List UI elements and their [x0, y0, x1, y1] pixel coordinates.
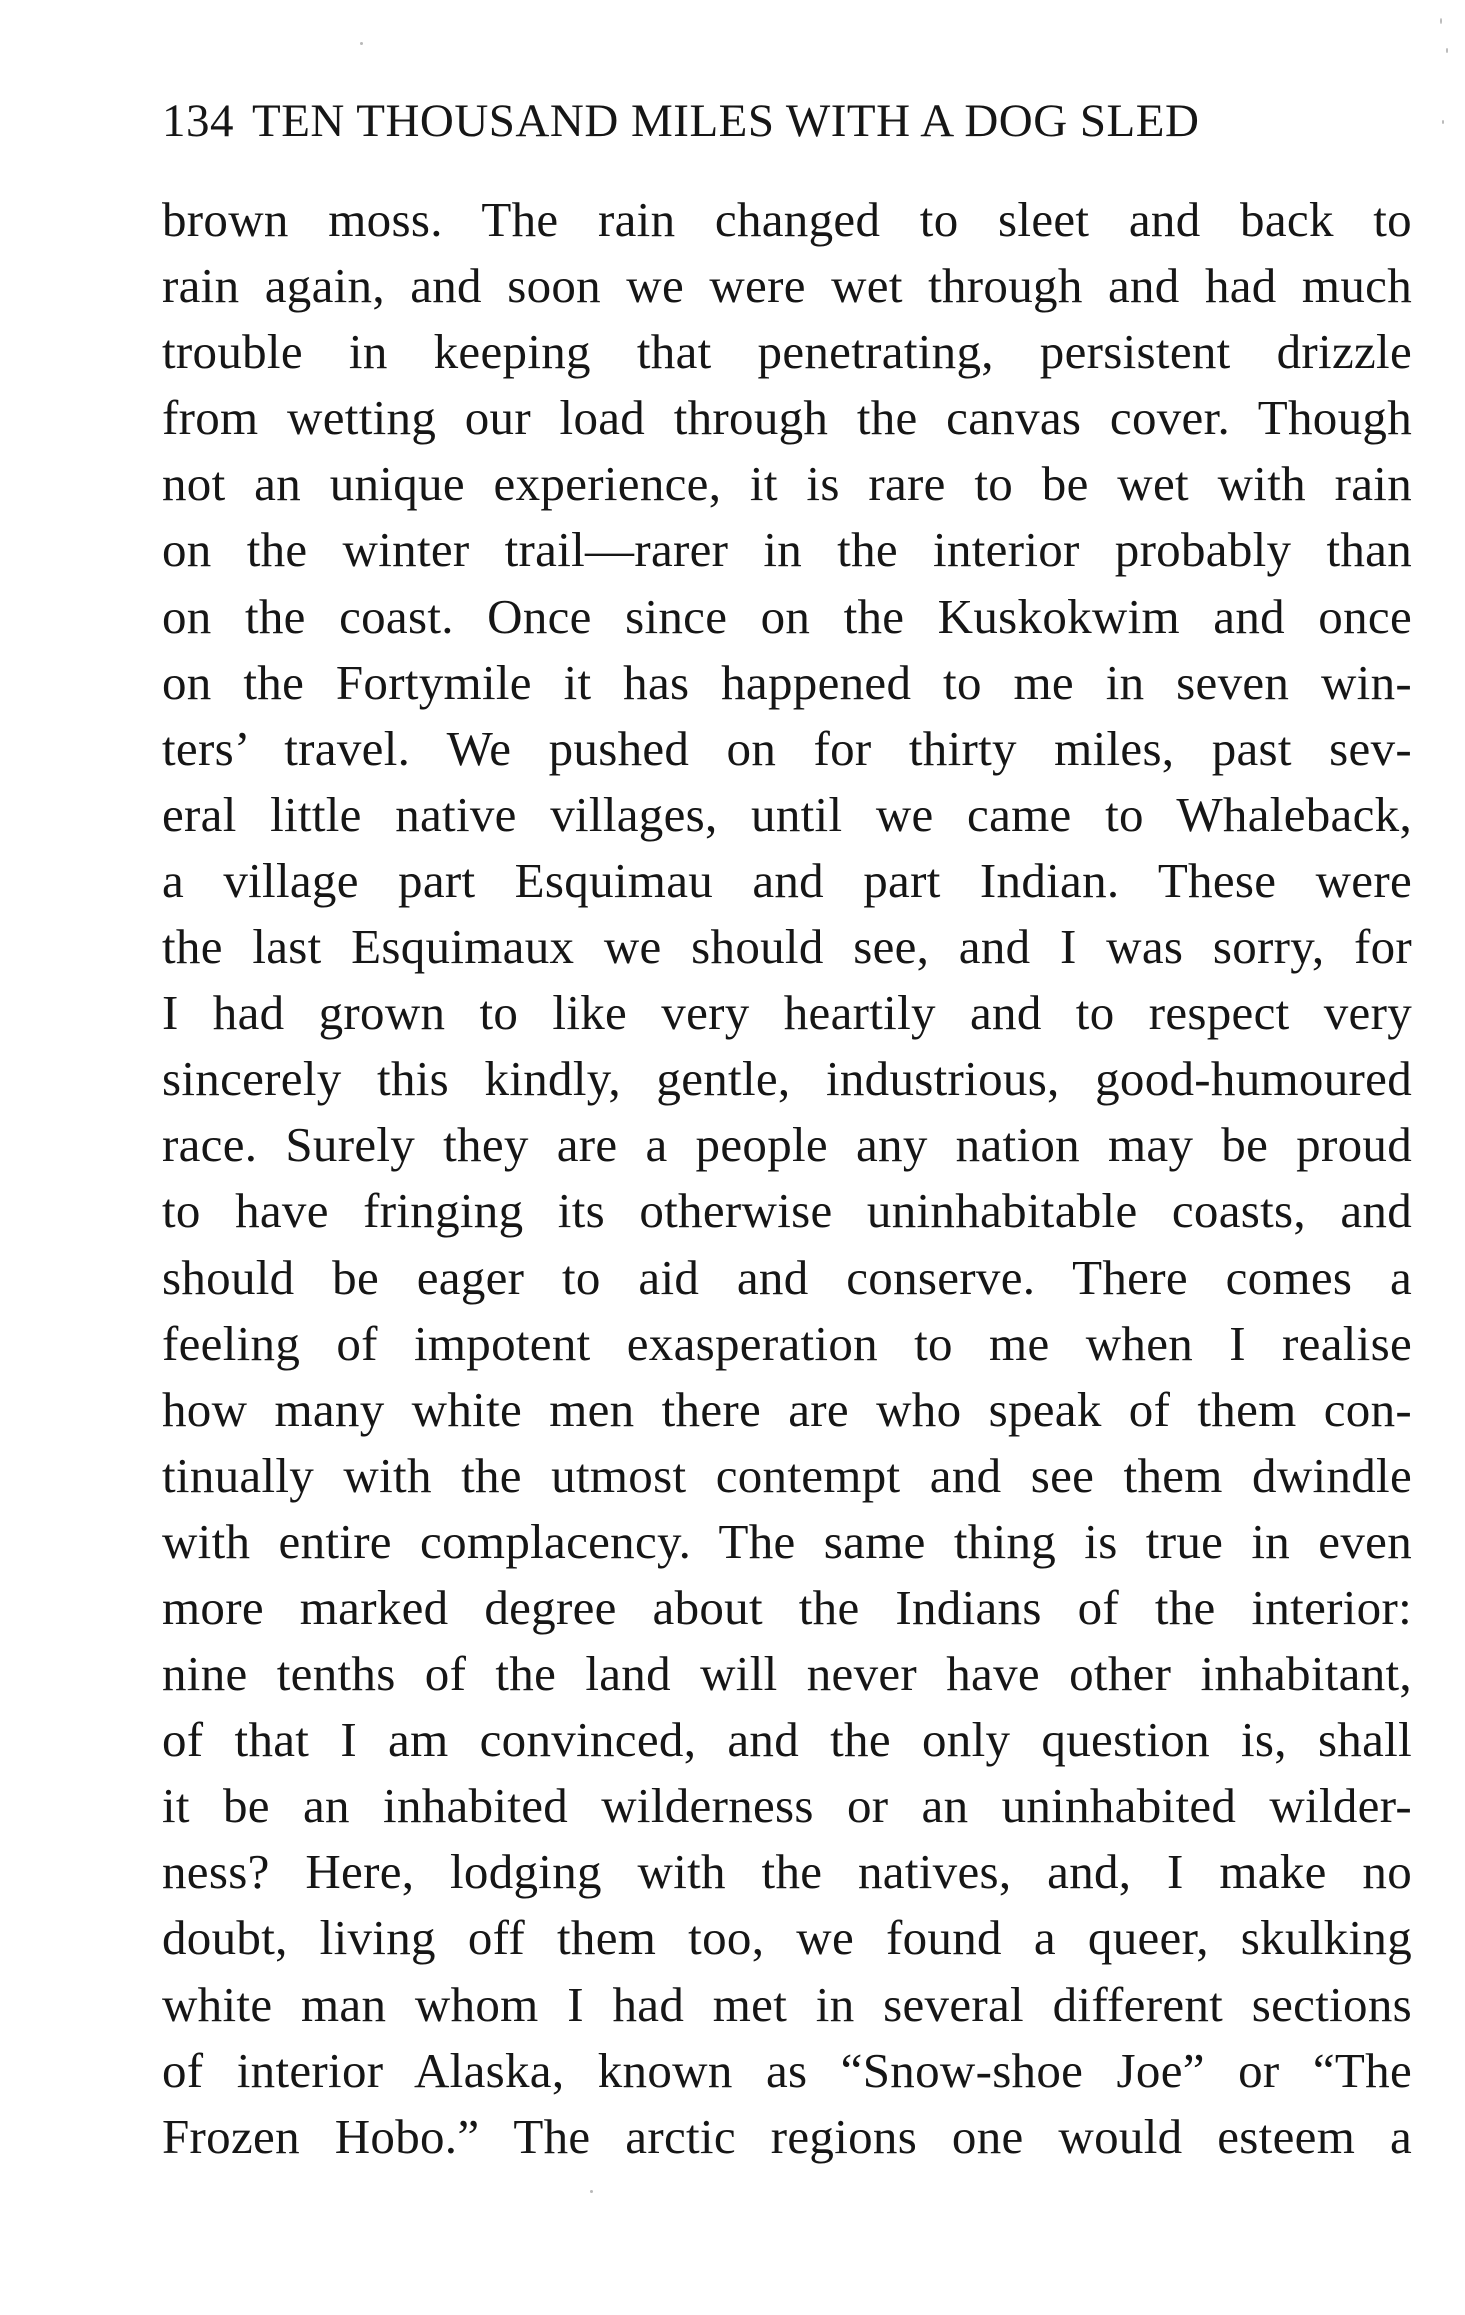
text-line-3: trouble in keeping that penetrating, persistent drizzle — [162, 324, 1412, 380]
paper-speck — [360, 42, 363, 45]
text-line-16: to have fringing its otherwise uninhabitable coasts, and — [162, 1183, 1412, 1239]
text-line-17: should be eager to aid and conserve. There comes a — [162, 1249, 1412, 1305]
paper-speck — [590, 2190, 593, 2193]
text-line-5: not an unique experience, it is rare to be wet with rain — [162, 456, 1412, 512]
text-line-22: more marked degree about the Indians of the interior: — [162, 1579, 1412, 1635]
body-text — [162, 187, 1412, 2170]
text-line-24: of that I am convinced, and the only question is, shall — [162, 1712, 1412, 1768]
page-number: 134 — [162, 95, 234, 147]
text-line-14: sincerely this kindly, gentle, industrious, good-humoured — [162, 1051, 1412, 1107]
text-line-2: rain again, and soon we were wet through and had much — [162, 258, 1412, 314]
running-head — [162, 92, 1412, 150]
text-line-9: ters’ travel. We pushed on for thirty miles, past sev- — [162, 720, 1412, 776]
text-line-15: race. Surely they are a people any nation may be proud — [162, 1117, 1412, 1173]
text-line-7: on the coast. Once since on the Kuskokwim and once — [162, 588, 1412, 644]
paper-speck — [1446, 48, 1448, 53]
text-line-13: I had grown to like very heartily and to respect very — [162, 985, 1412, 1041]
text-line-8: on the Fortymile it has happened to me in seven win- — [162, 654, 1412, 710]
text-line-6: on the winter trail—rarer in the interior probably than — [162, 522, 1412, 578]
text-line-27: doubt, living off them too, we found a queer, skulking — [162, 1910, 1412, 1966]
paper-speck — [1442, 120, 1444, 124]
text-line-11: a village part Esquimau and part Indian. These were — [162, 852, 1412, 908]
text-line-18: feeling of impotent exasperation to me when I realise — [162, 1315, 1412, 1371]
text-line-30: Frozen Hobo.” The arctic regions one would esteem a — [162, 2108, 1412, 2164]
text-line-4: from wetting our load through the canvas cover. Though — [162, 390, 1412, 446]
text-line-28: white man whom I had met in several different sections — [162, 1976, 1412, 2032]
text-line-12: the last Esquimaux we should see, and I was sorry, for — [162, 919, 1412, 975]
paper-speck — [1440, 18, 1442, 24]
text-line-10: eral little native villages, until we came to Whaleback, — [162, 786, 1412, 842]
text-line-25: it be an inhabited wilderness or an uninhabited wilder- — [162, 1778, 1412, 1834]
text-line-23: nine tenths of the land will never have other inhabitant, — [162, 1646, 1412, 1702]
text-line-20: tinually with the utmost contempt and see them dwindle — [162, 1447, 1412, 1503]
text-line-19: how many white men there are who speak of them con- — [162, 1381, 1412, 1437]
text-line-21: with entire complacency. The same thing is true in even — [162, 1513, 1412, 1569]
text-line-29: of interior Alaska, known as “Snow-shoe Joe” or “The — [162, 2042, 1412, 2098]
text-line-1: brown moss. The rain changed to sleet and back to — [162, 192, 1412, 247]
text-line-26: ness? Here, lodging with the natives, and, I make no — [162, 1844, 1412, 1900]
running-title: TEN THOUSAND MILES WITH A DOG SLED — [252, 95, 1200, 147]
